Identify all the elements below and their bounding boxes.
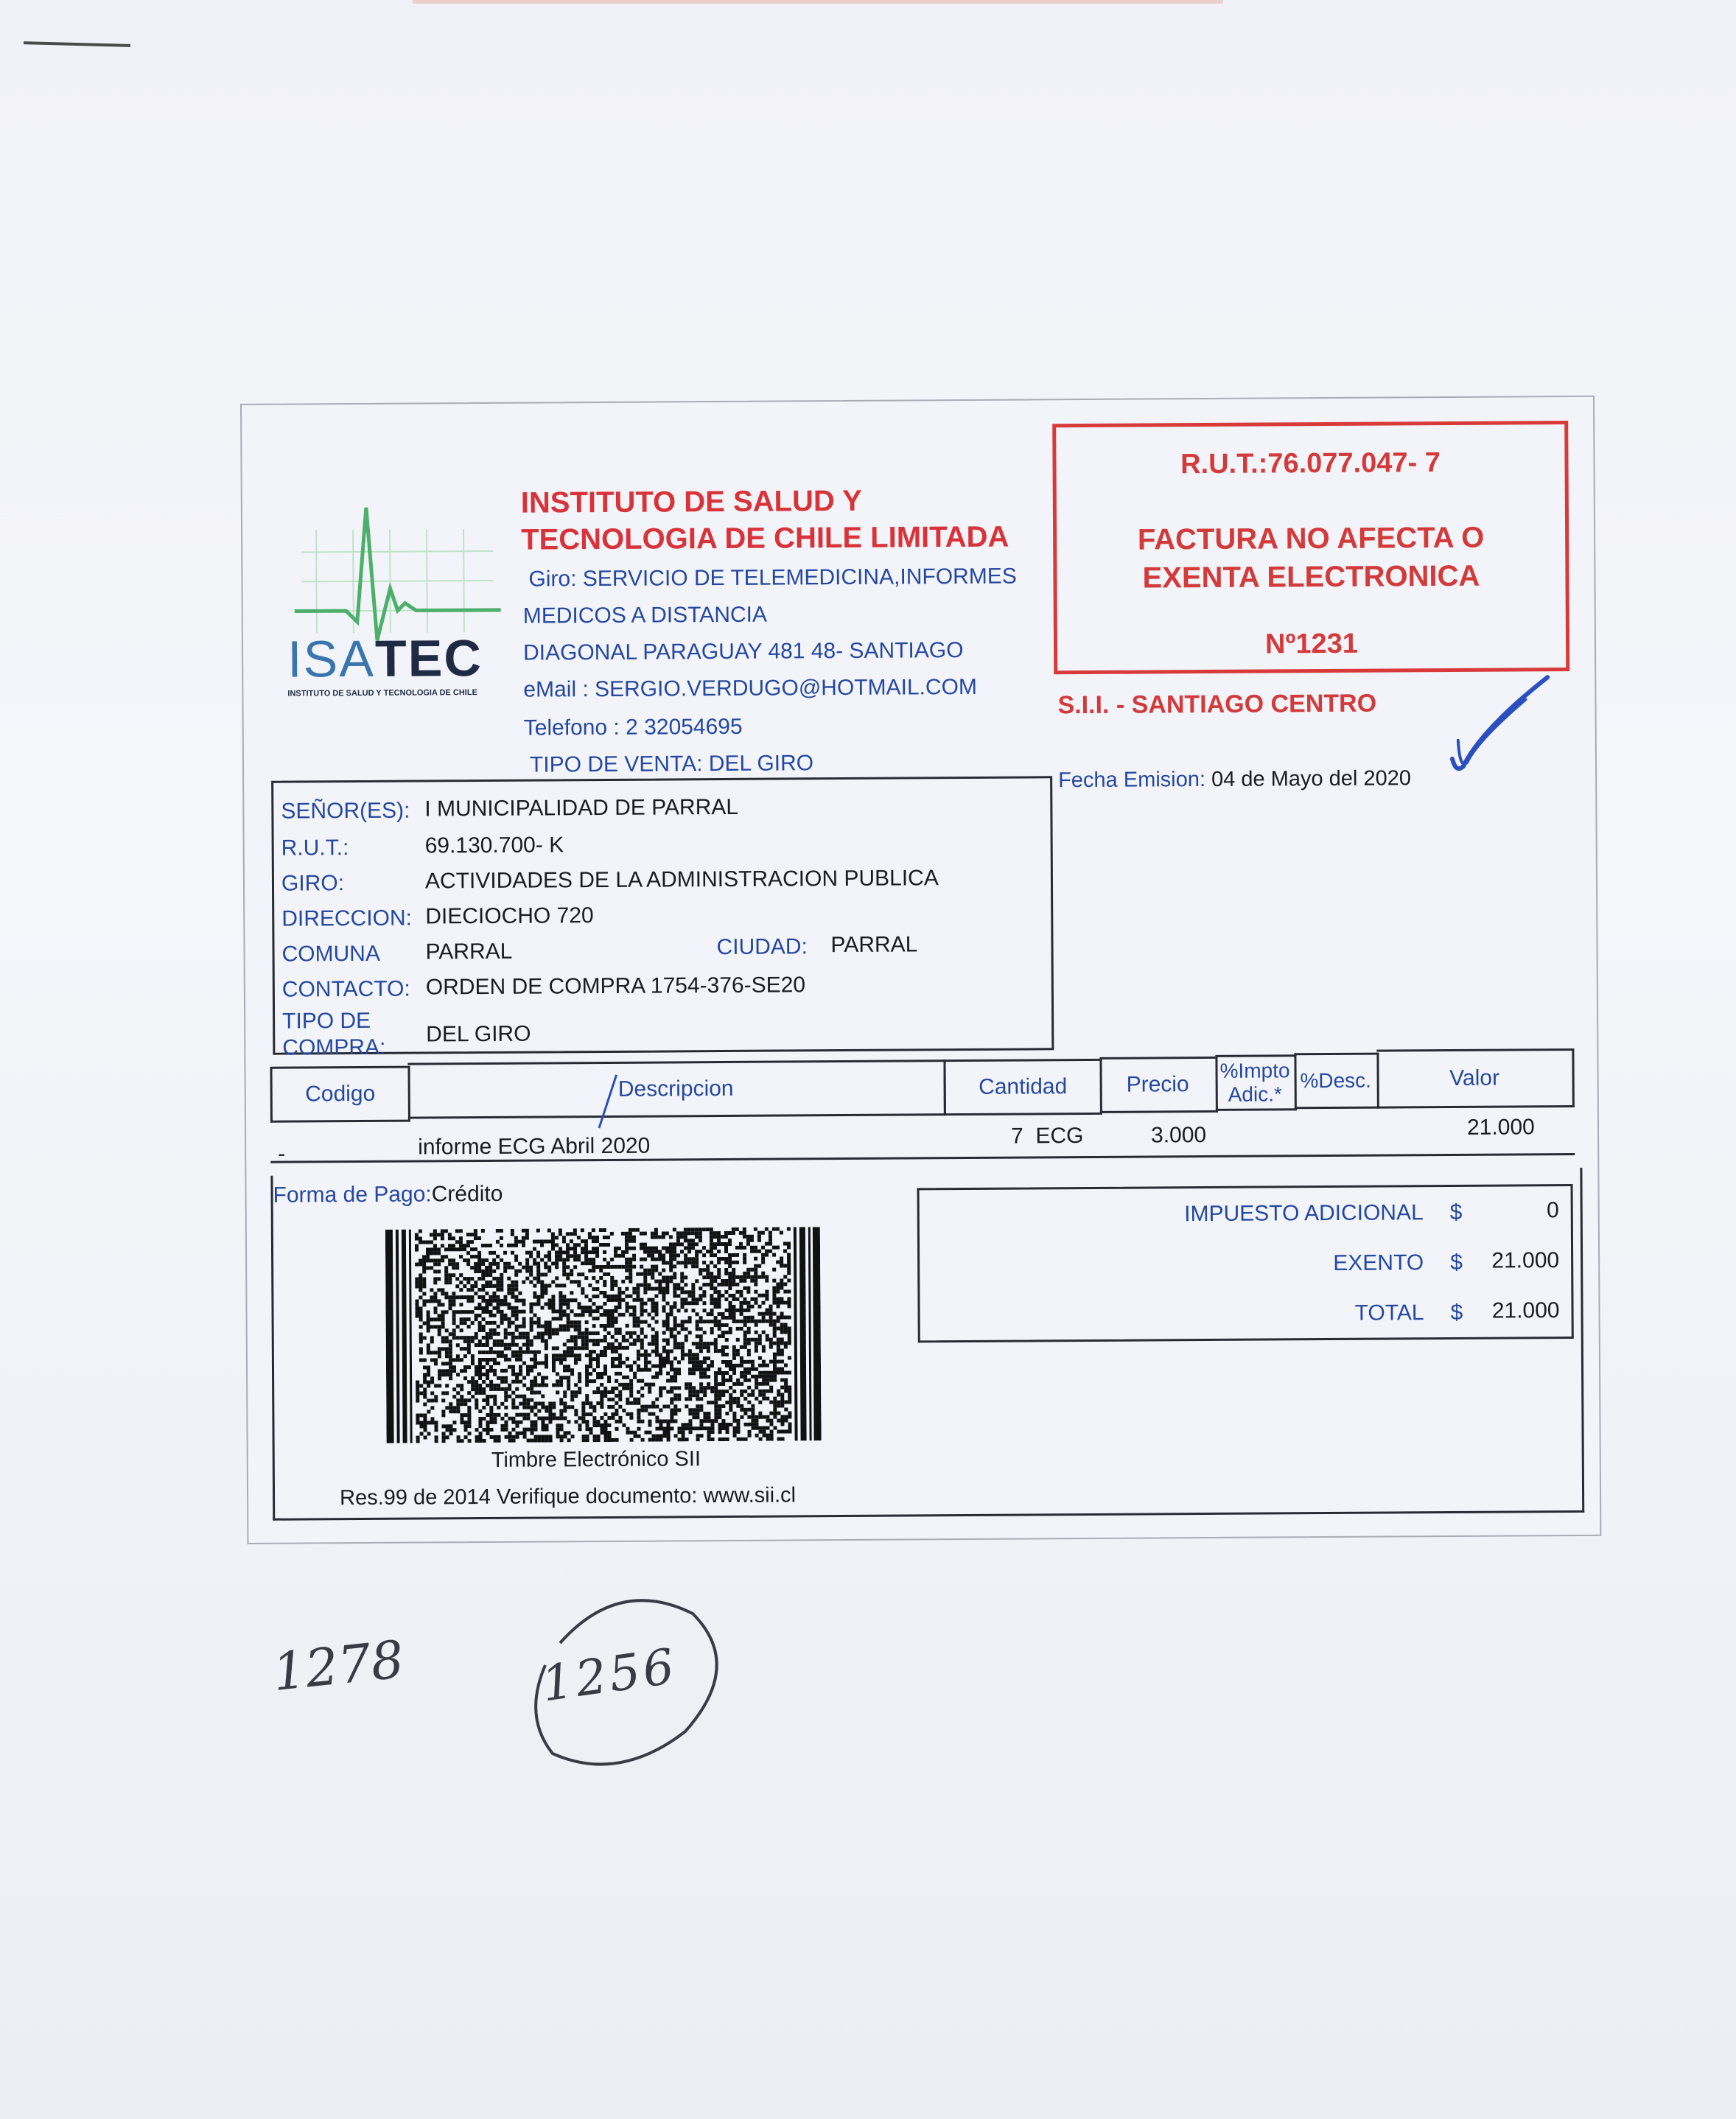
contacto-label: CONTACTO:: [281, 976, 410, 1002]
handwritten-note-2: 1256: [538, 1637, 681, 1713]
company-giro-line1: Giro: SERVICIO DE TELEMEDICINA,INFORMES: [528, 564, 1017, 592]
currency-symbol: $: [1450, 1250, 1463, 1275]
logo-wordmark: ISATEC: [287, 628, 483, 688]
exento-label: EXENTO: [1333, 1250, 1424, 1275]
document-number: Nº1231: [1264, 628, 1359, 660]
top-edge-mark: [413, 0, 1223, 4]
rut-value: 69.130.700- K: [424, 833, 564, 858]
col-header-impto: %Impto Adic.*: [1215, 1054, 1296, 1111]
col-header-cantidad: Cantidad: [943, 1059, 1102, 1115]
comuna-label: COMUNA: [281, 941, 381, 967]
total-value: 21.000: [1491, 1298, 1560, 1323]
rut-label: R.U.T.:: [281, 836, 349, 861]
issue-date: Fecha Emision: 04 de Mayo del 2020: [1058, 766, 1412, 793]
customer-box: [271, 776, 1054, 1060]
col-header-valor: Valor: [1376, 1048, 1574, 1109]
issuer-rut: R.U.T.:76.077.047- 7: [1180, 447, 1441, 480]
timbre-label: Timbre Electrónico SII: [491, 1447, 701, 1472]
company-giro-line2: MEDICOS A DISTANCIA: [522, 602, 768, 628]
document-type: FACTURA NO AFECTA O EXENTA ELECTRONICA: [1137, 521, 1485, 595]
row-codigo: -: [278, 1141, 286, 1166]
totals-box: [917, 1184, 1574, 1342]
col-header-precio: Precio: [1099, 1057, 1217, 1113]
col-header-codigo: Codigo: [270, 1066, 410, 1123]
row-cantidad: 7 ECG: [1010, 1124, 1084, 1149]
col-header-descripcion: Descripcion: [407, 1060, 945, 1118]
ciudad-value: PARRAL: [830, 932, 918, 958]
giro-label: GIRO:: [281, 871, 345, 896]
senor-label: SEÑOR(ES):: [281, 798, 410, 824]
comuna-value: PARRAL: [425, 939, 513, 964]
pdf417-barcode-icon: [385, 1227, 822, 1443]
company-name: INSTITUTO DE SALUD Y TECNOLOGIA DE CHILE LIMITADA: [520, 484, 1009, 556]
impuesto-label: IMPUESTO ADICIONAL: [1184, 1200, 1424, 1227]
currency-symbol: $: [1449, 1199, 1463, 1225]
sii-office: S.I.I. - SANTIAGO CENTRO: [1057, 689, 1377, 720]
company-logo: [287, 500, 509, 700]
resolution-note: Res.99 de 2014 Verifique documento: www.sii.cl: [339, 1483, 797, 1510]
ecg-wave-icon: [287, 500, 508, 648]
logo-subtitle: INSTITUTO DE SALUD Y TECNOLOGIA DE CHILE: [287, 688, 477, 698]
document-header-box: [1052, 421, 1569, 674]
row-descripcion: informe ECG Abril 2020: [418, 1133, 651, 1160]
giro-value: ACTIVIDADES DE LA ADMINISTRACION PUBLICA: [424, 866, 939, 894]
senor-value: I MUNICIPALIDAD DE PARRAL: [424, 794, 739, 822]
company-email: eMail : SERGIO.VERDUGO@HOTMAIL.COM: [523, 674, 977, 702]
direccion-label: DIRECCION:: [281, 906, 413, 931]
row-precio: 3.000: [1150, 1123, 1207, 1148]
handwritten-note-1: 1278: [270, 1628, 407, 1703]
exento-value: 21.000: [1491, 1248, 1560, 1273]
col-header-desc: %Desc.: [1294, 1053, 1379, 1110]
ciudad-label: CIUDAD:: [716, 934, 808, 960]
pen-stroke-mark: [595, 1072, 624, 1131]
tipo-compra-value: DEL GIRO: [426, 1021, 531, 1047]
direccion-value: DIECIOCHO 720: [425, 903, 594, 929]
impuesto-value: 0: [1546, 1198, 1559, 1223]
company-address: DIAGONAL PARAGUAY 481 48- SANTIAGO: [522, 638, 964, 665]
tipo-compra-label: TIPO DE COMPRA:: [282, 1008, 386, 1060]
currency-symbol: $: [1450, 1300, 1463, 1325]
company-phone: Telefono : 2 32054695: [523, 714, 743, 740]
contacto-value: ORDEN DE COMPRA 1754-376-SE20: [425, 973, 806, 1000]
tipo-venta: TIPO DE VENTA: DEL GIRO: [529, 751, 814, 777]
total-label: TOTAL: [1354, 1300, 1424, 1325]
row-valor: 21.000: [1466, 1115, 1535, 1140]
items-table: [270, 1051, 1575, 1177]
payment-method: Forma de Pago:Crédito: [273, 1181, 503, 1208]
invoice-document: [240, 396, 1601, 1544]
check-mark-icon: [1437, 670, 1570, 788]
